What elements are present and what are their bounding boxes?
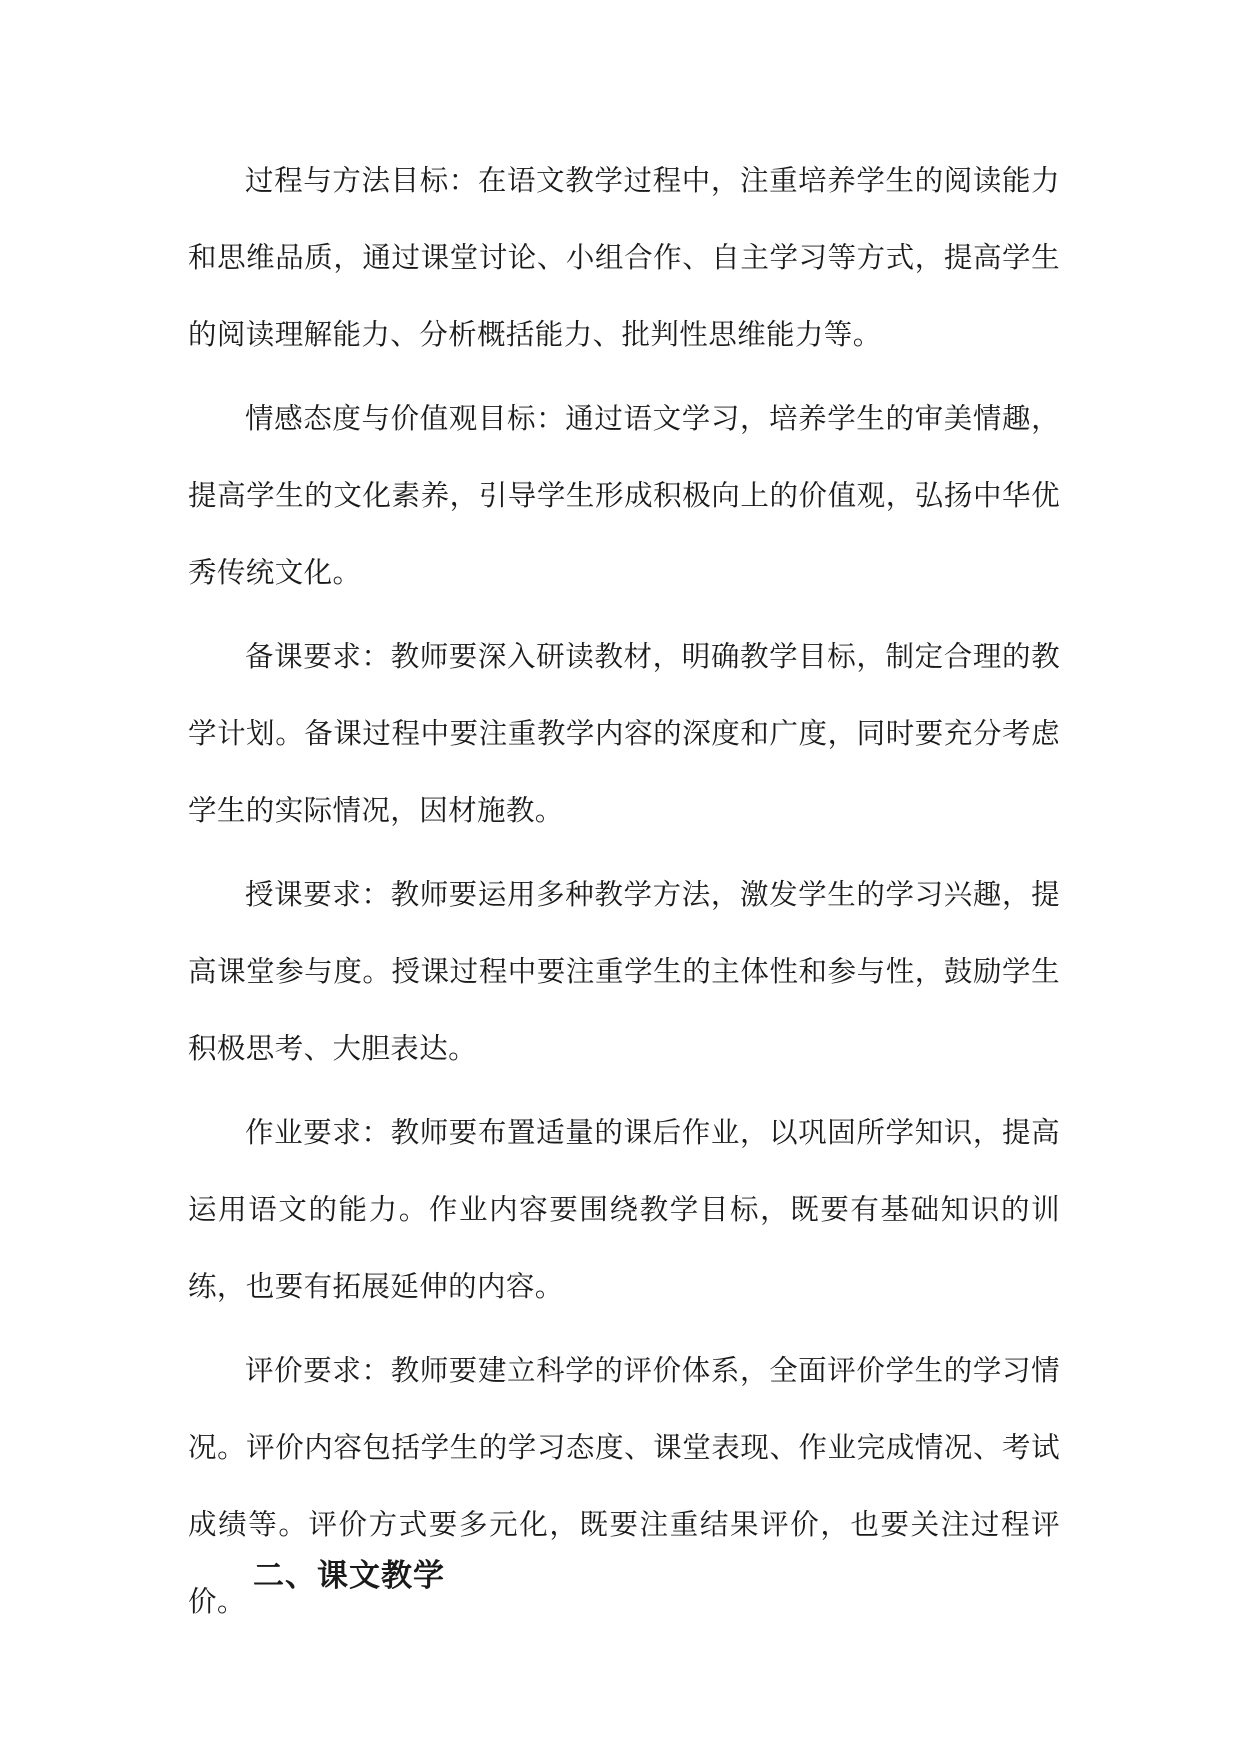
document-body [188,142,1060,1647]
paragraph-homework-requirements: 作业要求：教师要布置适量的课后作业，以巩固所学知识，提高运用语文的能力。作业内容要围绕教学目标，既要有基础知识的训练，也要有拓展延伸的内容。 [188,1116,1060,1303]
paragraph-process-method-goal: 过程与方法目标：在语文教学过程中，注重培养学生的阅读能力和思维品质，通过课堂讨论、小组合作、自主学习等方式，提高学生的阅读理解能力、分析概括能力、批判性思维能力等。 [188,164,1060,351]
paragraph-emotion-values-goal: 情感态度与价值观目标：通过语文学习，培养学生的审美情趣，提高学生的文化素养，引导学生形成积极向上的价值观，弘扬中华优秀传统文化。 [188,402,1060,589]
section-heading: 二、课文教学 [253,1558,445,1594]
paragraph-evaluation-requirements: 评价要求：教师要建立科学的评价体系，全面评价学生的学习情况。评价内容包括学生的学习态度、课堂表现、作业完成情况、考试成绩等。评价方式要多元化，既要注重结果评价，也要关注过程评价。 [188,1354,1060,1618]
paragraph-lesson-prep-requirements: 备课要求：教师要深入研读教材，明确教学目标，制定合理的教学计划。备课过程中要注重教学内容的深度和广度，同时要充分考虑学生的实际情况，因材施教。 [188,640,1060,827]
paragraph-teaching-requirements: 授课要求：教师要运用多种教学方法，激发学生的学习兴趣，提高课堂参与度。授课过程中要注重学生的主体性和参与性，鼓励学生积极思考、大胆表达。 [188,878,1060,1065]
